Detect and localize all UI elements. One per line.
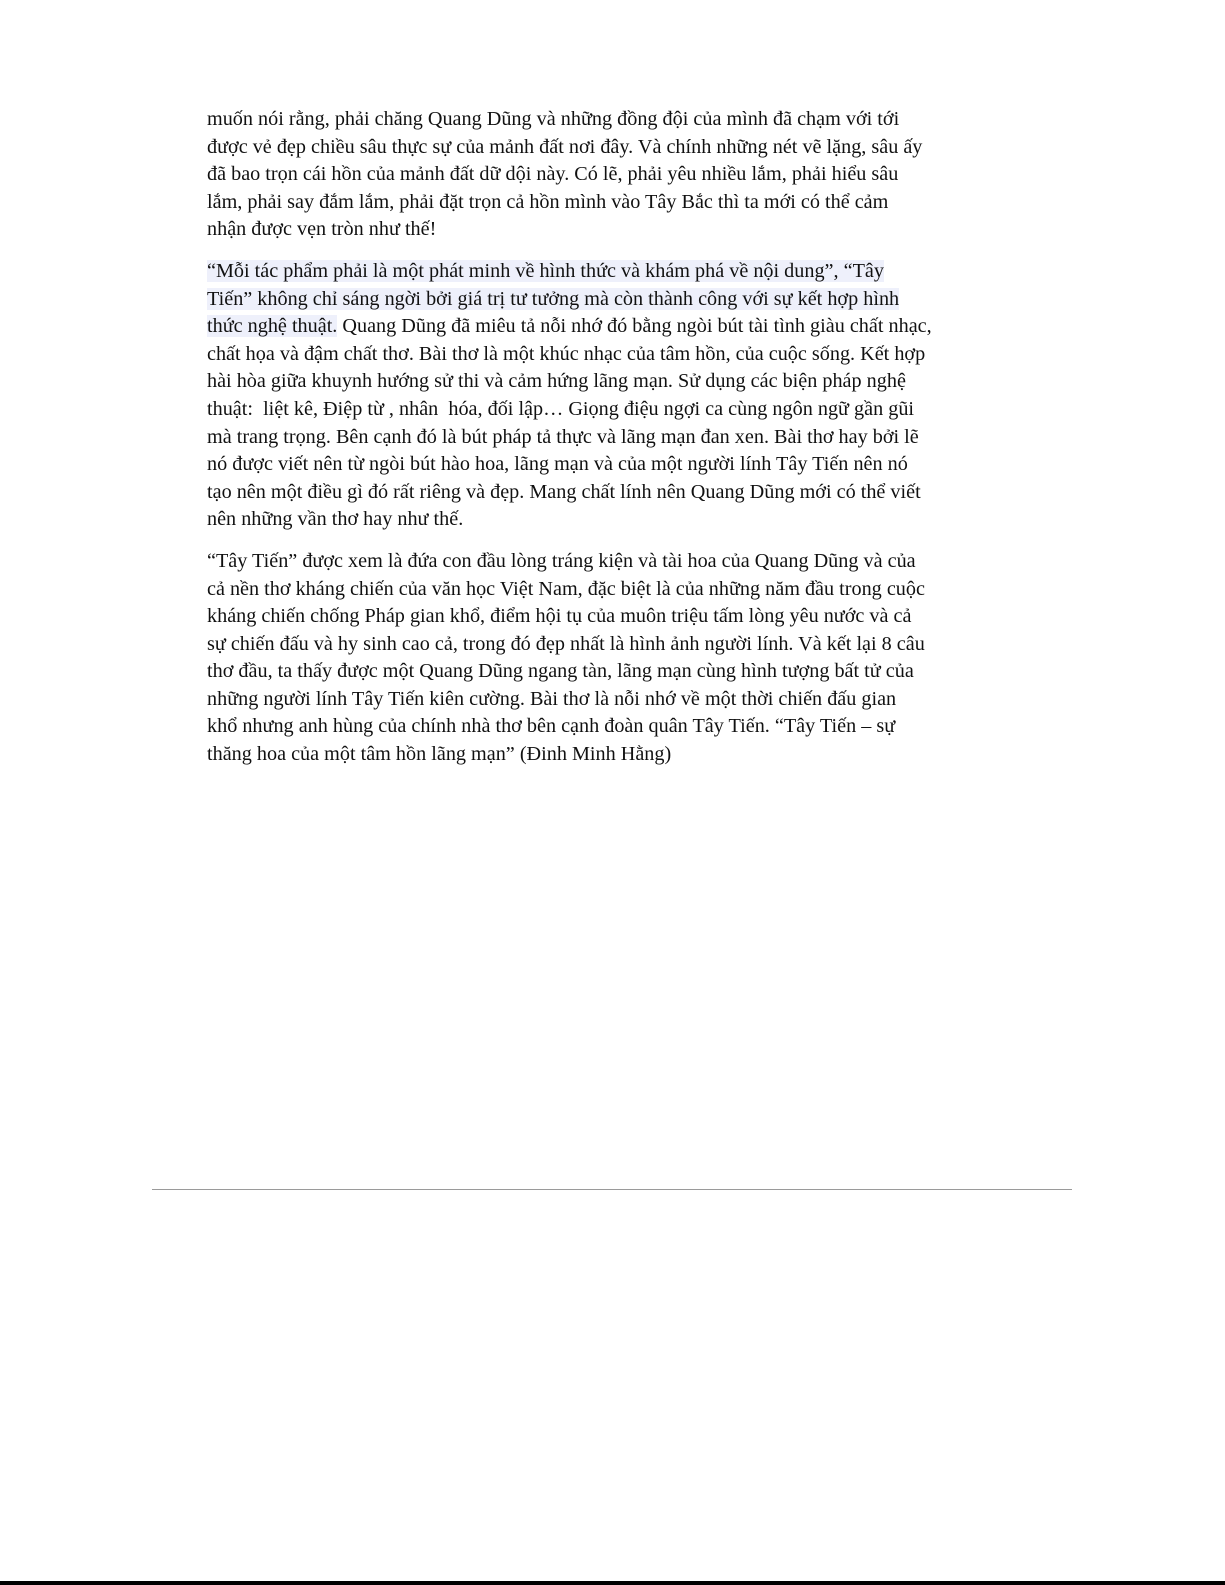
text-line: khổ nhưng anh hùng của chính nhà thơ bên cạnh đoàn quân Tây Tiến. “Tây Tiến – sự (207, 715, 896, 738)
text-line: thơ đầu, ta thấy được một Quang Dũng ngang tàn, lãng mạn cùng hình tượng bất tử của (207, 660, 914, 683)
text-line: tạo nên một điều gì đó rất riêng và đẹp. Mang chất lính nên Quang Dũng mới có thể viết (207, 480, 921, 503)
text-line: đã bao trọn cái hồn của mảnh đất dữ dội này. Có lẽ, phải yêu nhiều lắm, phải hiểu sâu (207, 163, 899, 186)
text-line: lắm, phải say đắm lắm, phải đặt trọn cả hồn mình vào Tây Bắc thì ta mới có thể cảm (207, 190, 889, 213)
text-line: cả nền thơ kháng chiến của văn học Việt Nam, đặc biệt là của những năm đầu trong cuộc (207, 577, 925, 600)
highlighted-quote: thức nghệ thuật. (207, 315, 338, 338)
page-divider (152, 1189, 1072, 1190)
text-line: thuật: liệt kê, Điệp từ , nhân hóa, đối lập… Giọng điệu ngợi ca cùng ngôn ngữ gần gũi (207, 397, 915, 420)
text-line (207, 258, 967, 286)
text-line: kháng chiến chống Pháp gian khổ, điểm hội tụ của muôn triệu tấm lòng yêu nước và cả (207, 605, 912, 628)
text-span: Quang Dũng đã miêu tả nỗi nhớ đó bằng ngòi bút tài tình giàu chất nhạc, (337, 315, 932, 338)
text-line: chất họa và đậm chất thơ. Bài thơ là một khúc nhạc của tâm hồn, của cuộc sống. Kết hợp (207, 342, 926, 365)
text-line: thăng hoa của một tâm hồn lãng mạn” (Đinh Minh Hằng) (207, 743, 672, 766)
text-line: nó được viết nên từ ngòi bút hào hoa, lãng mạn và của một người lính Tây Tiến nên nó (207, 453, 908, 476)
paragraph-2 (207, 258, 967, 534)
paragraph-1 (207, 106, 967, 244)
document-body (207, 106, 967, 783)
text-line: “Tây Tiến” được xem là đứa con đầu lòng tráng kiện và tài hoa của Quang Dũng và của (207, 549, 916, 572)
text-line: được vẻ đẹp chiều sâu thực sự của mảnh đất nơi đây. Và chính những nét vẽ lặng, sâu ấy (207, 135, 923, 158)
highlighted-quote: Tiến” không chỉ sáng ngời bởi giá trị tư tưởng mà còn thành công với sự kết hợp hình (207, 287, 900, 310)
text-line: mà trang trọng. Bên cạnh đó là bút pháp tả thực và lãng mạn đan xen. Bài thơ hay bởi lẽ (207, 425, 919, 448)
text-line: sự chiến đấu và hy sinh cao cả, trong đó đẹp nhất là hình ảnh người lính. Và kết lại 8 câu (207, 632, 925, 655)
page-bottom-edge (0, 1581, 1225, 1585)
text-line (207, 313, 967, 341)
paragraph-3 (207, 548, 967, 769)
text-line (207, 286, 967, 314)
text-line: nên những vần thơ hay như thế. (207, 508, 464, 531)
text-line: muốn nói rằng, phải chăng Quang Dũng và những đồng đội của mình đã chạm với tới (207, 108, 900, 130)
text-line: những người lính Tây Tiến kiên cường. Bài thơ là nỗi nhớ về một thời chiến đấu gian (207, 687, 897, 710)
text-line: nhận được vẹn tròn như thế! (207, 218, 437, 241)
text-line: hài hòa giữa khuynh hướng sử thi và cảm hứng lãng mạn. Sử dụng các biện pháp nghệ (207, 370, 906, 393)
highlighted-quote: “Mỗi tác phẩm phải là một phát minh về hình thức và khám phá về nội dung”, “Tây (207, 259, 884, 282)
